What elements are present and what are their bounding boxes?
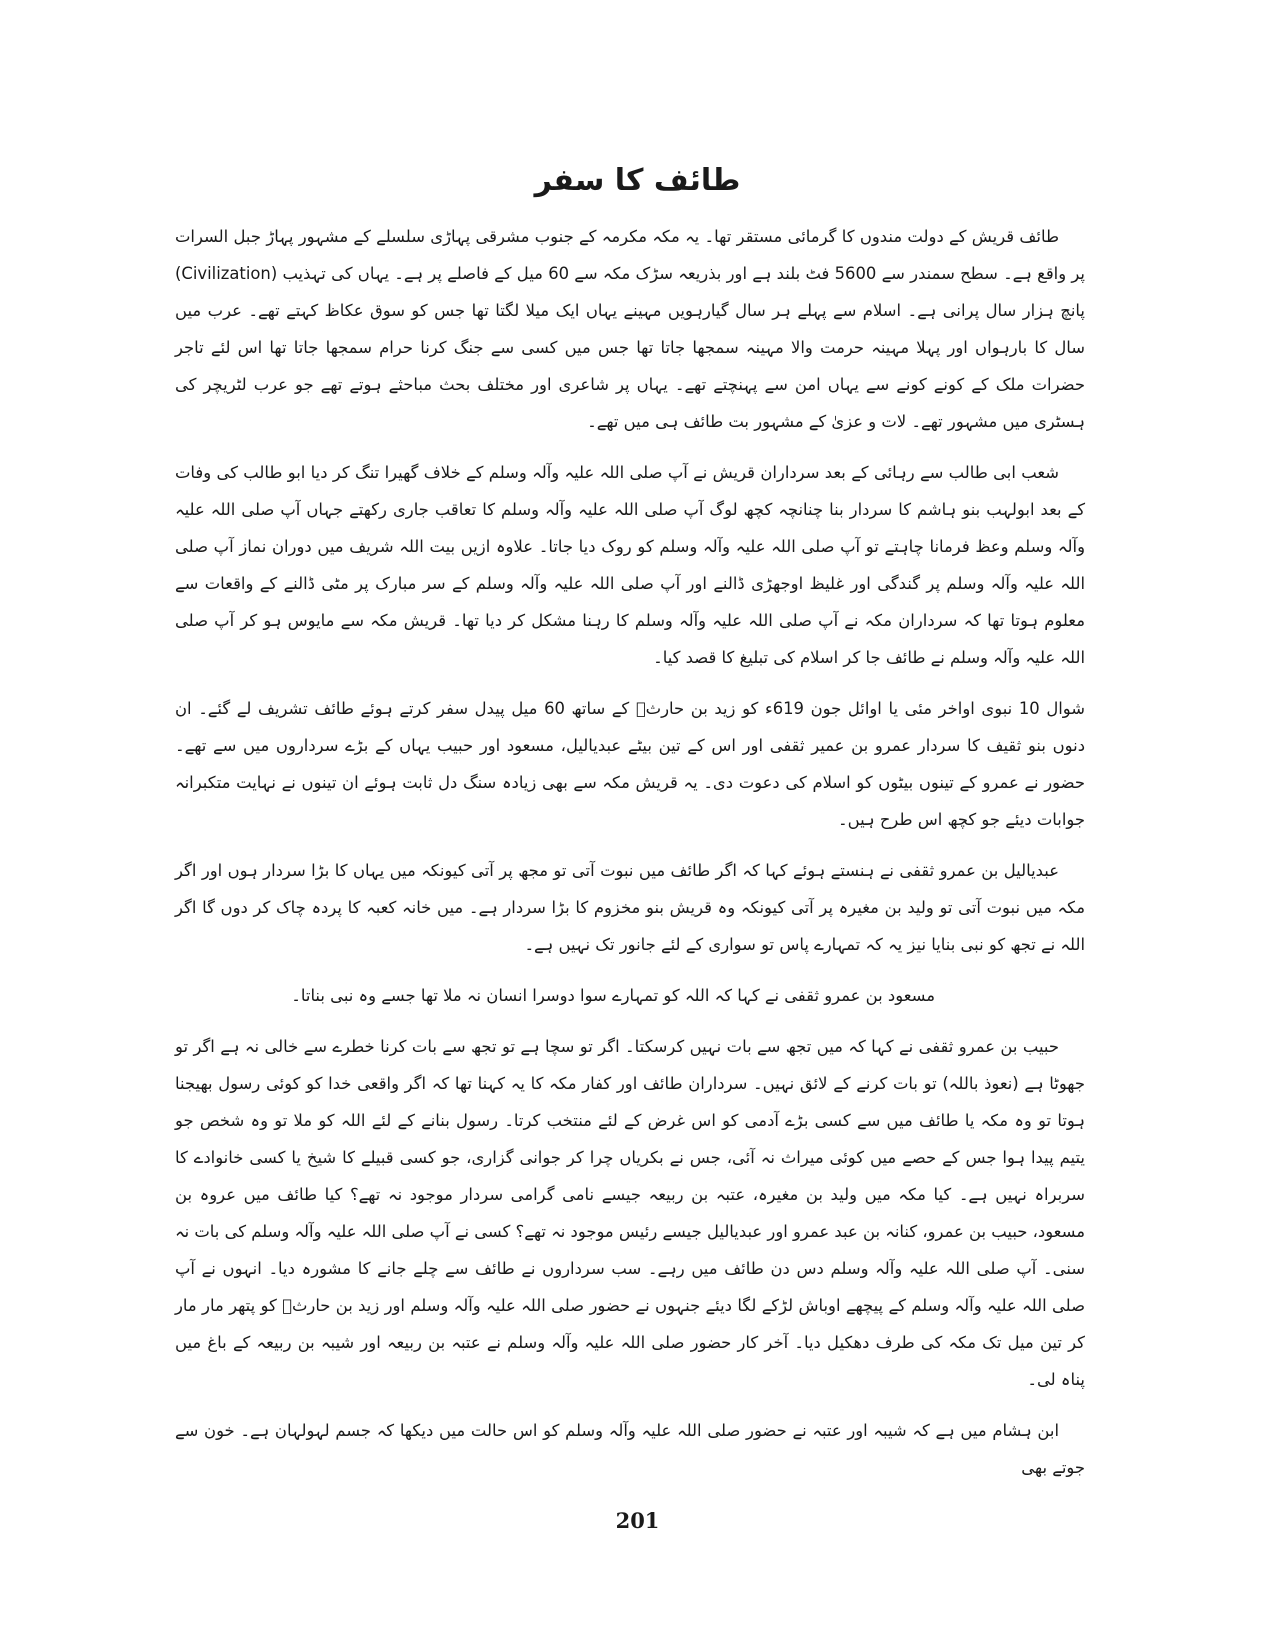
paragraph-quraish-hostility: شعب ابی طالب سے رہائی کے بعد سرداران قریش نے آپ صلی اللہ علیہ وآلہ وسلم کے خلاف گھیرا تنگ کر دیا ابو طالب کی وفات کے بعد ابولہب بنو ہاشم کا سردار بنا چنانچہ کچھ لوگ آپ صلی اللہ علیہ وآلہ وسلم کا تعاقب جاری رکھتے جہاں آپ صلی اللہ علیہ وآلہ وسلم وعظ فرمانا چاہتے تو آپ صلی اللہ علیہ وآلہ وسلم کو روک دیا جاتا۔ علاوہ ازیں بیت اللہ شریف میں دوران نماز آپ صلی اللہ علیہ وآلہ وسلم پر گندگی اور غلیظ اوجھڑی ڈالنے اور آپ صلی اللہ علیہ وآلہ وسلم کے سر مبارک پر مٹی ڈالنے کے واقعات سے معلوم ہوتا تھا کہ سرداران مکہ نے آپ صلی اللہ علیہ وآلہ وسلم کا رہنا مشکل کر دیا تھا۔ قریش مکہ سے مایوس ہو کر آپ صلی اللہ علیہ وآلہ وسلم نے طائف جا کر اسلام کی تبلیغ کا قصد کیا۔: [175, 463, 1085, 667]
page-number: 201: [615, 1508, 660, 1533]
body-text: [175, 218, 1085, 1500]
paragraph-masud: مسعود بن عمرو ثقفی نے کہا کہ اللہ کو تمہارے سوا دوسرا انسان نہ ملا تھا جسے وہ نبی بناتا۔: [291, 986, 935, 1005]
page-title: طائف کا سفر: [534, 163, 741, 198]
paragraph-journey: شوال 10 نبوی اواخر مئی یا اوائل جون 619ء کو زید بن حارثؓ کے ساتھ 60 میل پیدل سفر کرتے ہوئے طائف تشریف لے گئے۔ ان دنوں بنو ثقیف کا سردار عمرو بن عمیر ثقفی اور اس کے تین بیٹے عبدیالیل، مسعود اور حبیب یہاں کے بڑے سرداروں میں سے تھے۔ حضور نے عمرو کے تینوں بیٹوں کو اسلام کی دعوت دی۔ یہ قریش مکہ سے بھی زیادہ سنگ دل ثابت ہوئے ان تینوں نے نہایت متکبرانہ جوابات دیئے جو کچھ اس طرح ہیں۔: [175, 699, 1085, 829]
paragraph-ibn-hisham: ابن ہشام میں ہے کہ شیبہ اور عتبہ نے حضور صلی اللہ علیہ وآلہ وسلم کو اس حالت میں دیکھا کہ جسم لہولہان ہے۔ خون سے جوتے بھی: [175, 1421, 1085, 1477]
paragraph-taif-intro: طائف قریش کے دولت مندوں کا گرمائی مستقر تھا۔ یہ مکہ مکرمہ کے جنوب مشرقی پہاڑی سلسلے کے مشہور پہاڑ جبل السرات پر واقع ہے۔ سطح سمندر سے 5600 فٹ بلند ہے اور بذریعہ سڑک مکہ سے 60 میل کے فاصلے پر ہے۔ یہاں کی تہذیب (Civilization) پانچ ہزار سال پرانی ہے۔ اسلام سے پہلے ہر سال گیارہویں مہینے یہاں ایک میلا لگتا تھا جس کو سوق عکاظ کہتے تھے۔ عرب میں سال کا بارہواں اور پہلا مہینہ حرمت والا مہینہ سمجھا جاتا تھا جس میں کسی سے جنگ کرنا حرام سمجھا جاتا تھا اس لئے تاجر حضرات ملک کے کونے کونے سے یہاں امن سے پہنچتے تھے۔ یہاں پر شاعری اور مختلف بحث مباحثے ہوتے تھے جو عرب لٹریچر کی ہسٹری میں مشہور تھے۔ لات و عزیٰ کے مشہور بت طائف ہی میں تھے۔: [175, 227, 1085, 431]
paragraph-habib: حبیب بن عمرو ثقفی نے کہا کہ میں تجھ سے بات نہیں کرسکتا۔ اگر تو سچا ہے تو تجھ سے بات کرنا خطرے سے خالی نہ ہے اگر تو جھوٹا ہے (نعوذ باللہ) تو بات کرنے کے لائق نہیں۔ سرداران طائف اور کفار مکہ کا یہ کہنا تھا کہ اگر واقعی خدا کو کوئی رسول بھیجنا ہوتا تو وہ مکہ یا طائف میں سے کسی بڑے آدمی کو اس غرض کے لئے منتخب کرتا۔ رسول بنانے کے لئے اللہ کو ملا تو وہ شخص جو یتیم پیدا ہوا جس کے حصے میں کوئی میراث نہ آئی، جس نے بکریاں چرا کر جوانی گزاری، جو کسی قبیلے کا شیخ یا کسی خانوادے کا سربراہ نہیں ہے۔ کیا مکہ میں ولید بن مغیرہ، عتبہ بن ربیعہ جیسے نامی گرامی سردار موجود نہ تھے؟ کیا طائف میں عروہ بن مسعود، حبیب بن عمرو، کنانہ بن عبد عمرو اور عبدیالیل جیسے رئیس موجود نہ تھے؟ کسی نے آپ صلی اللہ علیہ وآلہ وسلم کی بات نہ سنی۔ آپ صلی اللہ علیہ وآلہ وسلم دس دن طائف میں رہے۔ سب سرداروں نے طائف سے چلے جانے کا مشورہ دیا۔ انہوں نے آپ صلی اللہ علیہ وآلہ وسلم کے پیچھے اوباش لڑکے لگا دیئے جنہوں نے حضور صلی اللہ علیہ وآلہ وسلم اور زید بن حارثؓ کو پتھر مار مار کر تین میل تک مکہ کی طرف دھکیل دیا۔ آخر کار حضور صلی اللہ علیہ وآلہ وسلم نے عتبہ بن ربیعہ اور شیبہ بن ربیعہ کے باغ میں پناہ لی۔: [175, 1037, 1085, 1389]
paragraph-abd-yalil: عبدیالیل بن عمرو ثقفی نے ہنستے ہوئے کہا کہ اگر طائف میں نبوت آتی تو مجھ پر آتی کیونکہ میں یہاں کا بڑا سردار ہوں اور اگر مکہ میں نبوت آتی تو ولید بن مغیرہ پر آتی کیونکہ وہ قریش بنو مخزوم کا بڑا سردار ہے۔ میں خانہ کعبہ کا پردہ چاک کر دوں گا اگر اللہ نے تجھ کو نبی بنایا نیز یہ کہ تمہارے پاس تو سواری کے لئے جانور تک نہیں ہے۔: [175, 861, 1085, 954]
